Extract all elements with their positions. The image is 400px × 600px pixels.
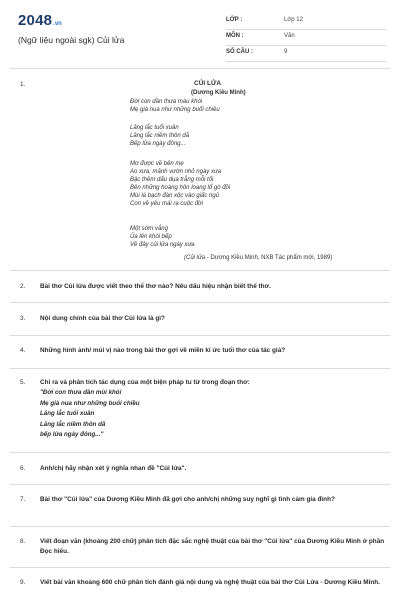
- question-divider: [10, 452, 390, 453]
- document-header: [0, 0, 400, 72]
- document-title: (Ngữ liệu ngoài sgk) Củi lửa: [18, 35, 125, 45]
- poem-line: Đời con dần thưa màu khói: [130, 99, 203, 105]
- document-meta: [226, 14, 386, 62]
- meta-key: MÔN :: [226, 33, 244, 39]
- question-divider: [10, 335, 390, 336]
- question-text: Chỉ ra và phân tích tác dụng của một biện pháp tu từ trong đoạn thơ:: [40, 379, 250, 386]
- poem-line: Ủa lên khói bếp: [130, 234, 172, 241]
- poem-stanza-2: [130, 124, 189, 148]
- poem-line: Bếp lửa ngày đông...: [130, 141, 186, 148]
- question-text: Bài thơ "Củi lửa" của Dương Kiều Minh đã gợi cho anh/chị những suy nghĩ gì tình cảm gia đình?: [40, 496, 335, 503]
- header-divider: [10, 68, 390, 69]
- question-number: 6.: [20, 465, 26, 472]
- poem-author: (Dương Kiều Minh): [191, 90, 246, 96]
- poem-line: Mùi lá bạch đàn xộc vào giấc ngủ: [130, 193, 220, 200]
- question-divider: [10, 526, 390, 527]
- meta-value: Văn: [284, 33, 295, 39]
- question-number: 5.: [20, 379, 26, 386]
- poem-line: Bên những hoàng hôn loang lổ gò đồi: [130, 185, 231, 192]
- logo-domain: .vn: [53, 21, 62, 27]
- poem-line: Ao xưa, mảnh vườn nhỏ ngày xưa: [130, 169, 222, 176]
- meta-key: LỚP :: [226, 17, 243, 23]
- poem-line: Mơ được về bên mẹ: [130, 161, 184, 167]
- quote-line: bếp lửa ngày đông...": [40, 431, 104, 438]
- question-divider: [10, 368, 390, 369]
- question-text: Viết đoạn văn (khoảng 200 chữ) phân tích đặc sắc nghệ thuật của bài thơ "Củi lửa" của Dương Kiều Minh ở phần Đọc hiểu.: [40, 538, 385, 555]
- question-number: 8.: [20, 538, 26, 545]
- poem-stanza-3: [130, 160, 230, 209]
- poem-line: Lăng lắc niềm thôn dã: [130, 133, 190, 140]
- meta-key: SỐ CÂU :: [226, 49, 253, 55]
- question-divider: [10, 567, 390, 568]
- question-text: Bài thơ Củi lửa được viết theo thể thơ nào? Nêu dấu hiệu nhận biết thể thơ.: [40, 283, 271, 290]
- question-5-quote: [40, 388, 140, 441]
- question-text: Anh/chị hãy nhận xét ý nghĩa nhan đề "Củi lửa".: [40, 465, 187, 472]
- poem-source-detail: - Dương Kiều Minh, NXB Tác phẩm mới, 1989): [205, 255, 333, 261]
- meta-row-class: [226, 14, 386, 30]
- poem-stanza-4: [130, 225, 195, 249]
- poem-source-title: (Củi lửa: [184, 255, 206, 261]
- poem-title: CỦI LỬA: [194, 80, 222, 87]
- poem-line: Mẹ già nua như những buổi chiều: [130, 107, 220, 114]
- meta-value: Lớp 12: [284, 17, 303, 23]
- poem-line: Một sớm vắng: [130, 226, 168, 232]
- poem-source: [184, 254, 332, 262]
- poem-stanza-1: [130, 98, 220, 114]
- meta-row-count: [226, 46, 386, 62]
- question-number: 2.: [20, 283, 26, 290]
- question-number: 3.: [20, 315, 26, 322]
- question-text: Viết bài văn khoảng 600 chữ phân tích đánh giá nội dung và nghệ thuật của bài thơ Củi Lửa - Dương Kiều Minh.: [40, 579, 380, 586]
- question-text: Nội dung chính của bài thơ Củi lửa là gì?: [40, 315, 165, 322]
- quote-line: Lăng lắc niềm thôn dã: [40, 420, 106, 428]
- poem-line: Con về yêu mái rạ cuộc đời: [130, 201, 203, 208]
- quote-line: "Đời con thưa dần mùi khói: [40, 389, 122, 396]
- question-number: 1.: [20, 81, 26, 88]
- quote-line: Mẹ già nua như những buổi chiều: [40, 399, 140, 407]
- logo-text: 2048: [18, 12, 53, 29]
- poem-line: Lăng lắc tuổi xuân: [130, 125, 179, 131]
- question-text: Những hình ảnh/ mùi vị nào trong bài thơ gợi về miền kí ức tuổi thơ của tác giả?: [40, 347, 286, 354]
- site-logo[interactable]: [18, 12, 62, 29]
- question-number: 4.: [20, 347, 26, 354]
- meta-value: 9: [284, 49, 288, 55]
- question-number: 7.: [20, 496, 26, 503]
- question-divider: [10, 302, 390, 303]
- meta-row-subject: [226, 30, 386, 46]
- question-divider: [10, 270, 390, 271]
- quote-line: Lăng lắc tuổi xuân: [40, 410, 95, 417]
- question-divider: [10, 484, 390, 485]
- poem-line: Về đây củi lửa ngày xưa: [130, 242, 195, 249]
- poem-line: Bậc thềm dấu dụa trắng mỗi tối: [130, 177, 214, 184]
- question-number: 9.: [20, 579, 26, 586]
